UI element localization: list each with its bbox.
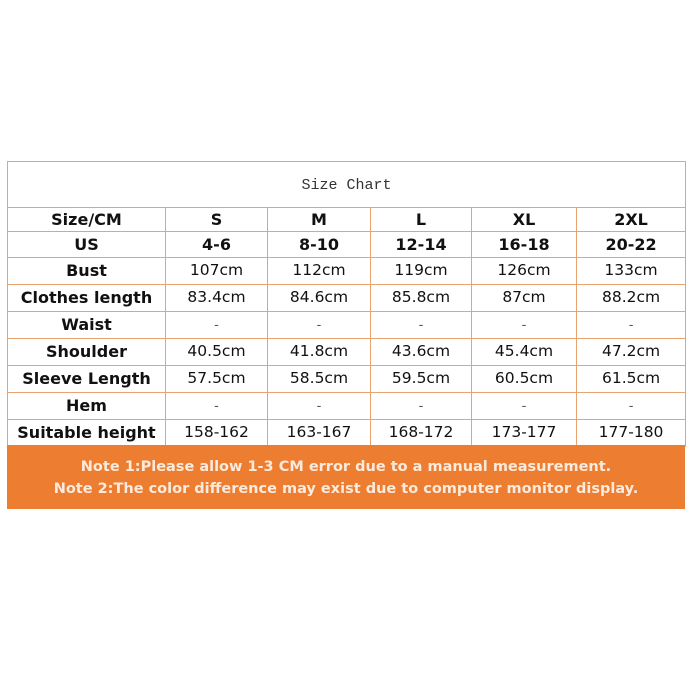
size-header-2xl: 2XL xyxy=(577,208,686,232)
note-1: Note 1:Please allow 1-3 CM error due to a manual measurement. xyxy=(80,459,612,475)
notes-banner xyxy=(7,445,685,509)
table-cell: 47.2cm xyxy=(577,339,686,366)
table-cell: 41.8cm xyxy=(268,339,371,366)
table-cell: 20-22 xyxy=(577,232,686,258)
row-label: Bust xyxy=(8,258,166,285)
row-label: Hem xyxy=(8,393,166,420)
table-cell: - xyxy=(371,393,472,420)
table-cell: 58.5cm xyxy=(268,366,371,393)
table-cell: 163-167 xyxy=(268,420,371,447)
table-row-us xyxy=(8,232,686,258)
table-row-bust xyxy=(8,258,686,285)
table-cell: 87cm xyxy=(472,285,577,312)
row-label: Shoulder xyxy=(8,339,166,366)
table-row-shoulder xyxy=(8,339,686,366)
table-cell: 112cm xyxy=(268,258,371,285)
table-cell: 16-18 xyxy=(472,232,577,258)
header-label: Size/CM xyxy=(8,208,166,232)
table-cell: 126cm xyxy=(472,258,577,285)
size-header-xl: XL xyxy=(472,208,577,232)
table-row-sleeve-length xyxy=(8,366,686,393)
table-cell: - xyxy=(166,393,268,420)
size-chart-table xyxy=(7,161,686,447)
table-cell: 8-10 xyxy=(268,232,371,258)
table-row-hem xyxy=(8,393,686,420)
table-cell: 12-14 xyxy=(371,232,472,258)
table-row-suitable-height xyxy=(8,420,686,447)
table-cell: 40.5cm xyxy=(166,339,268,366)
table-cell: 107cm xyxy=(166,258,268,285)
title-row xyxy=(8,162,686,208)
size-chart xyxy=(7,161,685,447)
table-cell: 85.8cm xyxy=(371,285,472,312)
table-cell: - xyxy=(577,312,686,339)
note-2: Note 2:The color difference may exist due to computer monitor display. xyxy=(53,481,639,497)
table-cell: - xyxy=(577,393,686,420)
row-label: Sleeve Length xyxy=(8,366,166,393)
header-row xyxy=(8,208,686,232)
table-cell: 84.6cm xyxy=(268,285,371,312)
table-cell: 173-177 xyxy=(472,420,577,447)
table-cell: - xyxy=(472,312,577,339)
table-cell: 43.6cm xyxy=(371,339,472,366)
table-cell: - xyxy=(472,393,577,420)
row-label: US xyxy=(8,232,166,258)
table-cell: 59.5cm xyxy=(371,366,472,393)
table-cell: - xyxy=(371,312,472,339)
table-cell: 61.5cm xyxy=(577,366,686,393)
row-label: Clothes length xyxy=(8,285,166,312)
table-cell: 4-6 xyxy=(166,232,268,258)
table-cell: 88.2cm xyxy=(577,285,686,312)
table-cell: 133cm xyxy=(577,258,686,285)
table-cell: - xyxy=(268,393,371,420)
table-cell: 83.4cm xyxy=(166,285,268,312)
row-label: Suitable height xyxy=(8,420,166,447)
size-header-m: M xyxy=(268,208,371,232)
size-header-s: S xyxy=(166,208,268,232)
size-header-l: L xyxy=(371,208,472,232)
table-cell: 119cm xyxy=(371,258,472,285)
table-cell: 158-162 xyxy=(166,420,268,447)
table-cell: 60.5cm xyxy=(472,366,577,393)
table-cell: 168-172 xyxy=(371,420,472,447)
row-label: Waist xyxy=(8,312,166,339)
table-cell: 45.4cm xyxy=(472,339,577,366)
table-row-waist xyxy=(8,312,686,339)
table-cell: 177-180 xyxy=(577,420,686,447)
chart-title: Size Chart xyxy=(8,162,686,208)
table-cell: 57.5cm xyxy=(166,366,268,393)
table-cell: - xyxy=(166,312,268,339)
table-row-clothes-length xyxy=(8,285,686,312)
table-cell: - xyxy=(268,312,371,339)
